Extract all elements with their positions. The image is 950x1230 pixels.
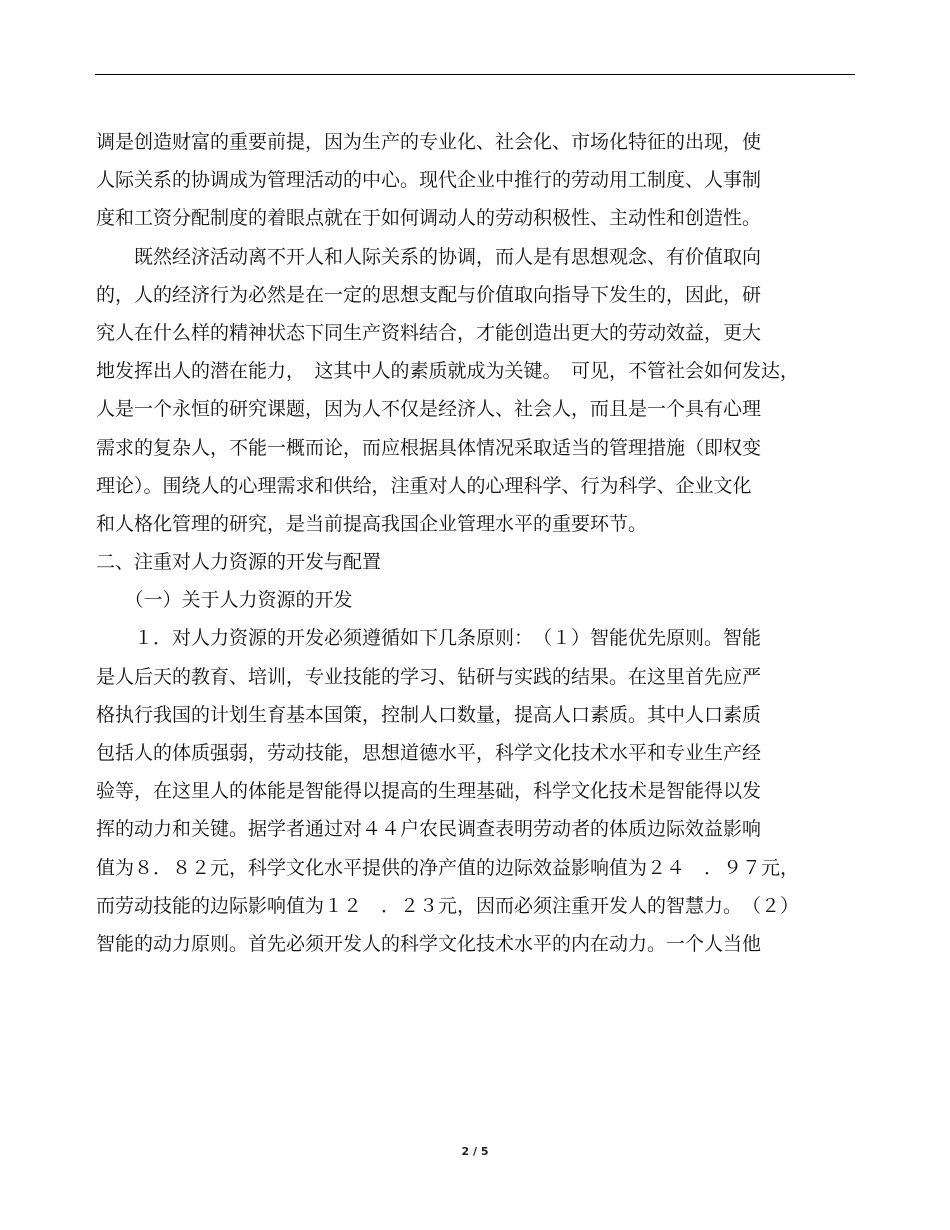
text-line: 人是一个永恒的研究课题，因为人不仅是经济人、社会人，而且是一个具有心理 — [96, 398, 762, 421]
text-line: 挥的动力和关键。据学者通过对４４户农民调查表明劳动者的体质边际效益影响 — [96, 818, 762, 841]
text-line: 度和工资分配制度的着眼点就在于如何调动人的劳动积极性、主动性和创造性。 — [96, 207, 762, 230]
document-body — [96, 123, 856, 963]
text-line: 和人格化管理的研究，是当前提高我国企业管理水平的重要环节。 — [96, 512, 648, 535]
text-line: 智能的动力原则。首先必须开发人的科学文化技术水平的内在动力。一个人当他 — [96, 932, 762, 955]
text-line: 究人在什么样的精神状态下同生产资料结合，才能创造出更大的劳动效益，更大 — [96, 321, 762, 344]
text-line: 调是创造财富的重要前提，因为生产的专业化、社会化、市场化特征的出现，使 — [96, 131, 762, 153]
subsection-heading: （一）关于人力资源的开发 — [96, 589, 353, 612]
text-line: １．对人力资源的开发必须遵循如下几条原则： （１）智能优先原则。智能 — [96, 627, 762, 650]
text-line: 值为８．８２元，科学文化水平提供的净产值的边际效益影响值为２４ ．９７元， — [96, 856, 800, 879]
text-line: 既然经济活动离不开人和人际关系的协调，而人是有思想观念、有价值取向 — [96, 245, 762, 268]
text-line: 地发挥出人的潜在能力， 这其中人的素质就成为关键。 可见，不管社会如何发达， — [96, 360, 800, 383]
text-line: 包括人的体质强弱，劳动技能，思想道德水平，科学文化技术水平和专业生产经 — [96, 742, 762, 764]
text-line: 人际关系的协调成为管理活动的中心。现代企业中推行的劳动用工制度、人事制 — [96, 169, 762, 192]
text-line: 是人后天的教育、培训，专业技能的学习、钻研与实践的结果。在这里首先应严 — [96, 665, 762, 688]
text-line: 格执行我国的计划生育基本国策，控制人口数量，提高人口素质。其中人口素质 — [96, 703, 762, 726]
page-number: 2 / 5 — [461, 1145, 489, 1158]
text-line: 需求的复杂人，不能一概而论，而应根据具体情况采取适当的管理措施（即权变 — [96, 436, 762, 459]
text-line: 理论）。围绕人的心理需求和供给，注重对人的心理科学、行为科学、企业文化 — [96, 474, 752, 497]
section-heading: 二、注重对人力资源的开发与配置 — [96, 551, 382, 574]
text-line: 验等，在这里人的体能是智能得以提高的生理基础，科学文化技术是智能得以发 — [96, 780, 762, 803]
text-line: 而劳动技能的边际影响值为１２ ．２３元，因而必须注重开发人的智慧力。 （２） — [96, 894, 800, 917]
text-line: 的，人的经济行为必然是在一定的思想支配与价值取向指导下发生的，因此，研 — [96, 283, 762, 306]
header-rule — [95, 74, 855, 75]
